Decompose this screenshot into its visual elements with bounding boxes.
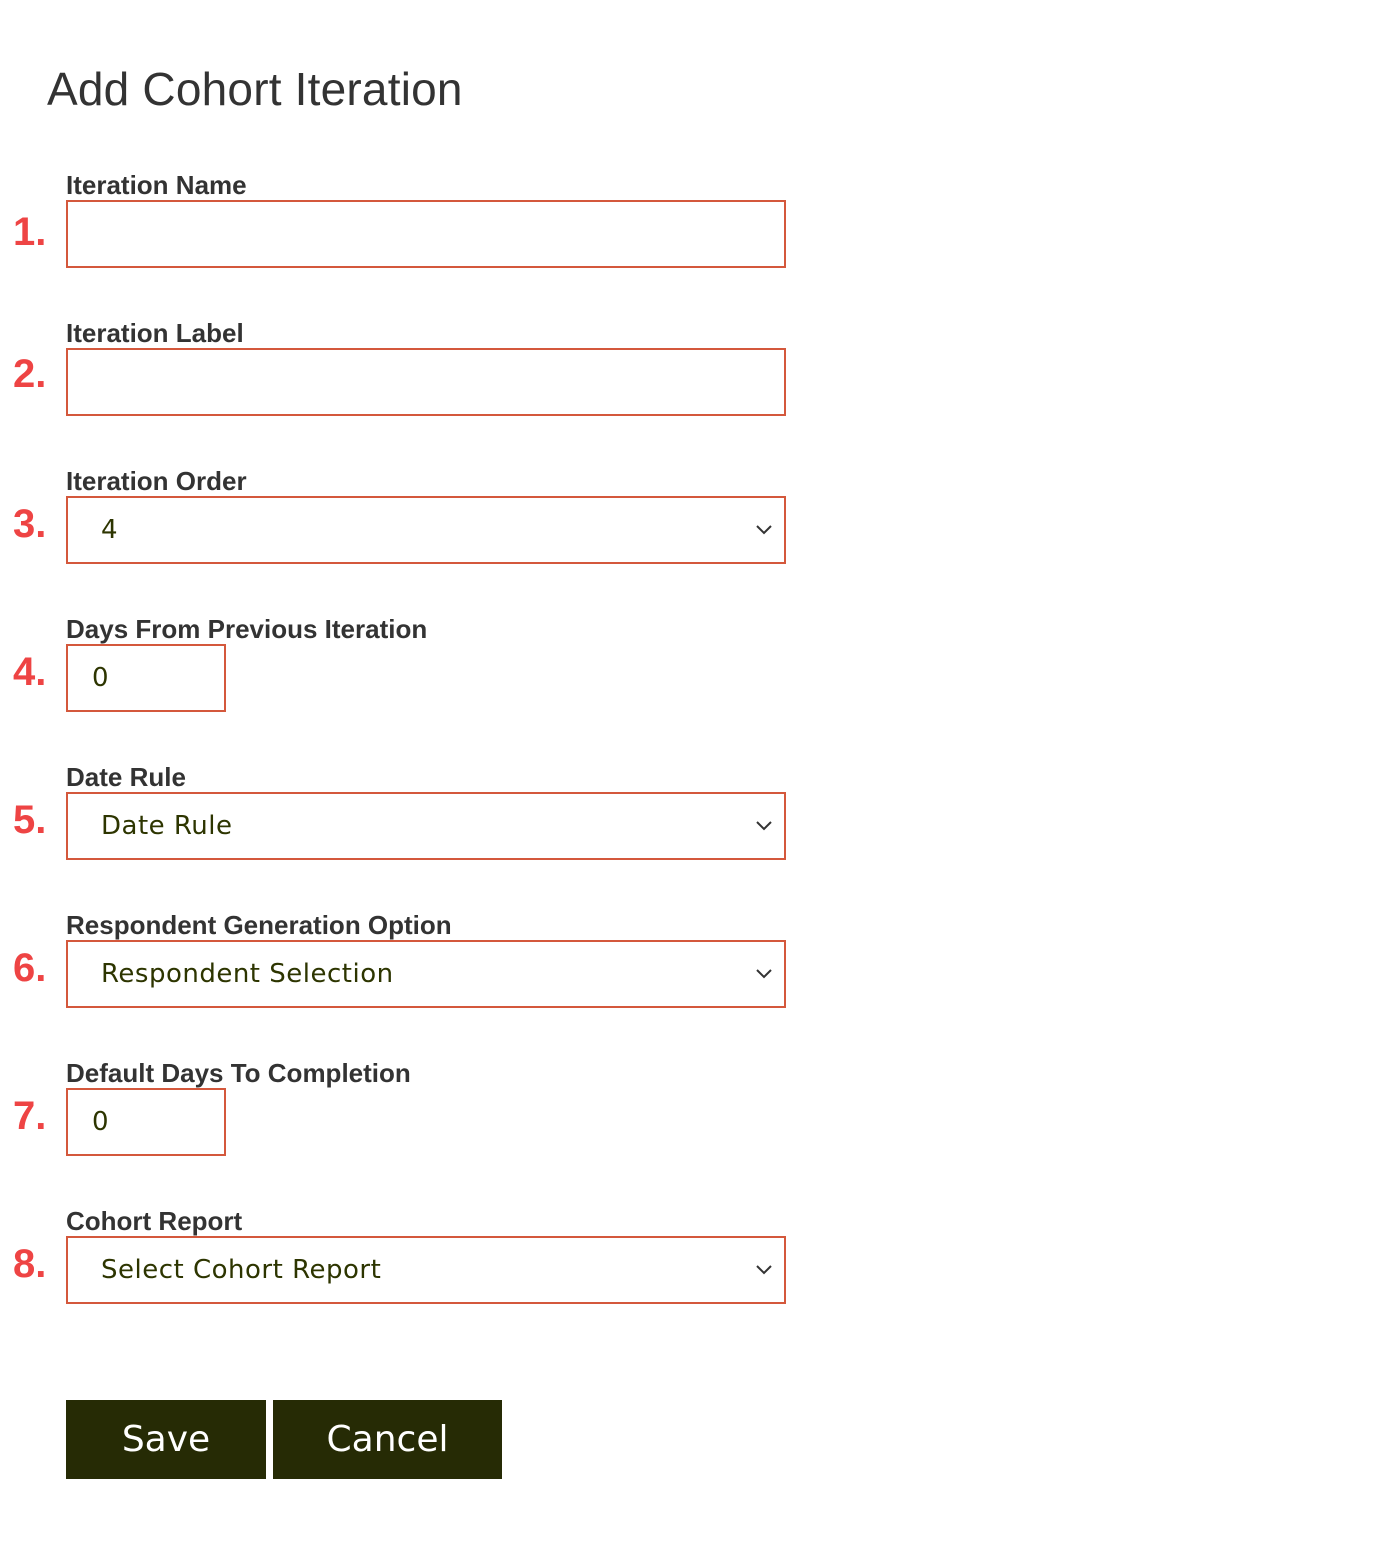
default-days-completion-value: 0 bbox=[92, 1107, 110, 1137]
step-number-4: 4. bbox=[13, 650, 47, 694]
days-from-previous-value: 0 bbox=[92, 663, 110, 693]
step-number-3: 3. bbox=[13, 502, 47, 546]
default-days-completion-label: Default Days To Completion bbox=[66, 1058, 411, 1088]
step-number-5: 5. bbox=[13, 798, 47, 842]
chevron-down-icon bbox=[754, 964, 774, 984]
respondent-generation-label: Respondent Generation Option bbox=[66, 910, 452, 940]
step-number-1: 1. bbox=[13, 210, 47, 254]
respondent-generation-select[interactable] bbox=[66, 940, 786, 1008]
chevron-down-icon bbox=[754, 816, 774, 836]
iteration-order-value: 4 bbox=[101, 515, 119, 545]
days-from-previous-label: Days From Previous Iteration bbox=[66, 614, 428, 644]
step-number-2: 2. bbox=[13, 352, 47, 396]
days-from-previous-input[interactable] bbox=[66, 644, 226, 712]
iteration-name-input[interactable] bbox=[66, 200, 786, 268]
save-button[interactable]: Save bbox=[66, 1400, 266, 1479]
cohort-report-select[interactable] bbox=[66, 1236, 786, 1304]
chevron-down-icon bbox=[754, 520, 774, 540]
step-number-8: 8. bbox=[13, 1242, 47, 1286]
date-rule-value: Date Rule bbox=[101, 811, 233, 841]
step-number-7: 7. bbox=[13, 1094, 47, 1138]
iteration-label-input[interactable] bbox=[66, 348, 786, 416]
iteration-label-label: Iteration Label bbox=[66, 318, 244, 348]
date-rule-select[interactable] bbox=[66, 792, 786, 860]
chevron-down-icon bbox=[754, 1260, 774, 1280]
cohort-report-value: Select Cohort Report bbox=[101, 1255, 382, 1285]
default-days-completion-input[interactable] bbox=[66, 1088, 226, 1156]
respondent-generation-value: Respondent Selection bbox=[101, 959, 394, 989]
cohort-report-label: Cohort Report bbox=[66, 1206, 243, 1236]
iteration-name-label: Iteration Name bbox=[66, 170, 247, 200]
page-title: Add Cohort Iteration bbox=[47, 63, 463, 115]
date-rule-label: Date Rule bbox=[66, 762, 186, 792]
cancel-button[interactable]: Cancel bbox=[273, 1400, 502, 1479]
iteration-order-label: Iteration Order bbox=[66, 466, 247, 496]
iteration-order-select[interactable] bbox=[66, 496, 786, 564]
step-number-6: 6. bbox=[13, 946, 47, 990]
